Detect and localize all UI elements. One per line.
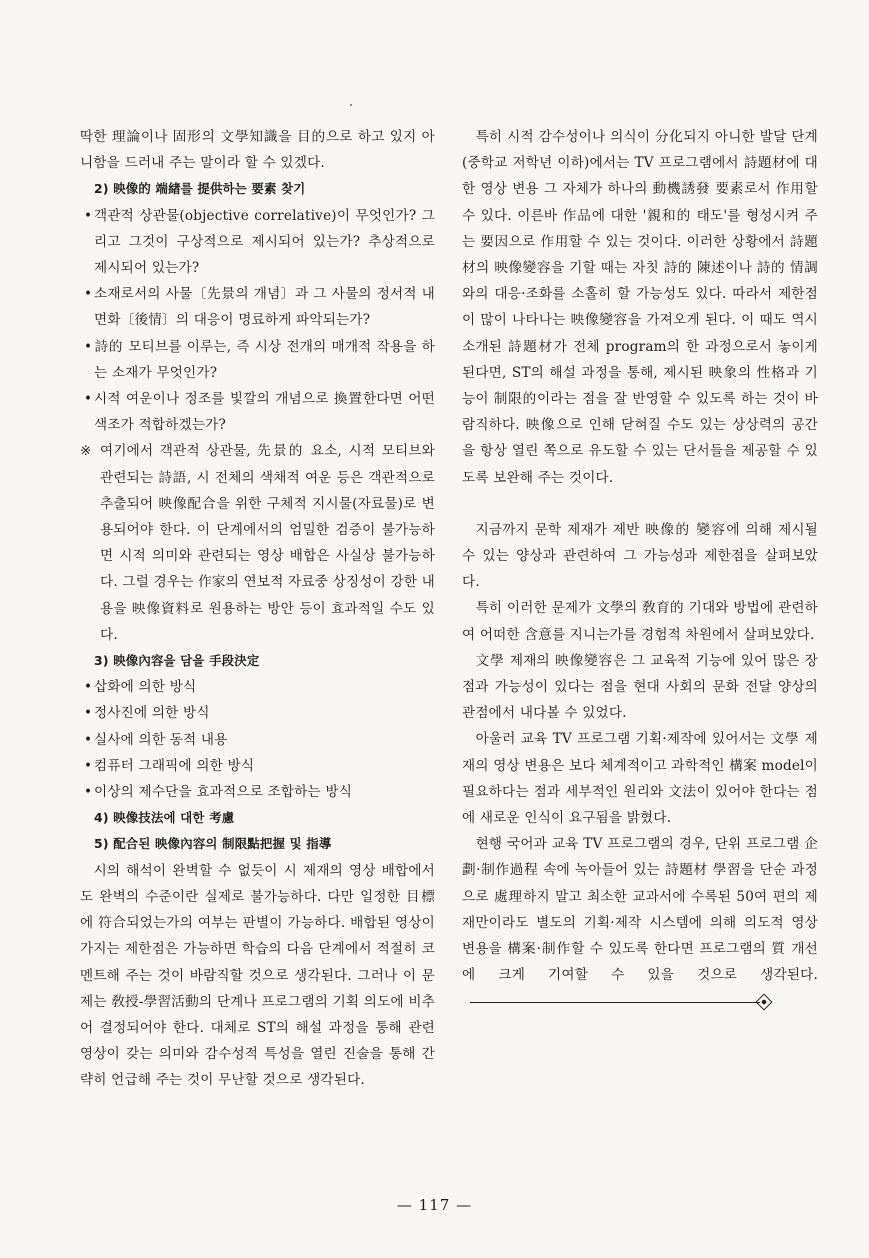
bullet-mark: • bbox=[84, 391, 93, 408]
method-item-5: • 이상의 제수단을 효과적으로 조합하는 방식 bbox=[80, 779, 435, 805]
bullet-mark: • bbox=[84, 731, 93, 748]
bullet-mark: • bbox=[84, 207, 93, 224]
method-item-1: • 삽화에 의한 방식 bbox=[80, 674, 435, 700]
bullet-mark: • bbox=[84, 286, 93, 303]
section-heading-4: 4) 映像技法에 대한 考慮 bbox=[94, 810, 235, 826]
section-heading-2: 2) 映像的 端緖를 提供하는 要素 찾기 bbox=[94, 181, 306, 197]
bullet-mark: • bbox=[84, 784, 93, 801]
bullet-item-4: • 시적 여운이나 정조를 빛깔의 개념으로 換置한다면 어떤 색조가 적합하겠는가? bbox=[80, 386, 435, 438]
note-block: ※ 여기에서 객관적 상관물, 先景的 요소, 시적 모티브와 관련되는 詩語, 시 전체의 색채적 여운 등은 객관적으로 추출되어 映像配合을 위한 구체적 지시물(자료물)로 변용되어야 한다. 이 단계에서의 엄밀한 검증이 불가능하면 시적 의미와 관련되는 영상 배합은 사실상 불가능하다. 그럴 경우는 作家의 연보적 자료중 상징성이 강한 내용을 映像資料로 원용하는 방안 등이 효과적일 수도 있다. bbox=[80, 438, 435, 648]
left-column bbox=[80, 124, 435, 1094]
method-item-3: • 실사에 의한 동적 내용 bbox=[80, 727, 435, 753]
page-number: — 117 — bbox=[396, 1196, 473, 1214]
end-rule bbox=[470, 1002, 760, 1003]
section-heading-3: 3) 映像內容을 담을 手段決定 bbox=[94, 653, 260, 669]
right-paragraph-6: 현행 국어과 교육 TV 프로그램의 경우, 단위 프로그램 企劃·制作過程 속에 녹아들어 있는 詩題材 學習을 단순 과정으로 處理하지 말고 최소한 교과서에 수록된 50여 편의 제재만이라도 별도의 기획·제작 시스템에 의해 의도적 영상 변용을 構案·制作할 수 있도록 한다면 프로그램의 質 개선에 크게 기여할 수 있을 것으로 생각된다. bbox=[462, 831, 818, 1014]
right-paragraph-1: 특히 시적 감수성이나 의식이 分化되지 아니한 발달 단계 (중학교 저학년 이하)에서는 TV 프로그램에서 詩題材에 대한 영상 변용 그 자체가 하나의 動機誘發 要素로서 作用할 수 있다. 이른바 作品에 대한 '親和的 태도'를 형성시켜 주는 要因으로 作用할 수 있는 것이다. 이러한 상황에서 詩題材의 映像變容을 기할 때는 자칫 詩的 陳述이나 詩的 情調와의 대응·조화를 소홀히 할 가능성도 있다. 따라서 제한점이 많이 나타나는 映像變容을 가져오게 된다. 이 때도 역시 소개된 詩題材가 전체 program의 한 과정으로서 놓이게 된다면, ST의 해설 과정을 통해, 제시된 映象의 性格과 기능이 制限的이라는 점을 잘 반영할 수 있도록 하는 것이 바람직하다. 映像으로 인해 닫혀질 수도 있는 상상력의 공간을 항상 열린 쪽으로 유도할 수 있는 단서들을 제공할 수 있도록 보완해 주는 것이다. bbox=[462, 129, 818, 486]
bullet-item-1: • 객관적 상관물(objective correlative)이 무엇인가? 그리고 그것이 구상적으로 제시되어 있는가? 추상적으로 제시되어 있는가? bbox=[80, 203, 435, 282]
end-diamond-icon bbox=[756, 994, 773, 1011]
bullet-item-3: • 詩的 모티브를 이루는, 즉 시상 전개의 매개적 작용을 하는 소재가 무엇인가? bbox=[80, 334, 435, 386]
bullet-mark: • bbox=[84, 338, 93, 355]
method-item-2: • 정사진에 의한 방식 bbox=[80, 700, 435, 726]
bullet-item-2: • 소재로서의 사물〔先景의 개념〕과 그 사물의 정서적 내면화〔後情〕의 대응이 명료하게 파악되는가? bbox=[80, 281, 435, 333]
right-paragraph-5: 아울러 교육 TV 프로그램 기획·제작에 있어서는 文學 제재의 영상 변용은 보다 체계적이고 과학적인 構案 model이 필요하다는 점과 세부적인 원리와 文法이 있어야 한다는 점에 새로운 인식이 요구됨을 밝혔다. bbox=[462, 731, 818, 827]
left-paragraph-2: 시의 해석이 완벽할 수 없듯이 시 제재의 영상 배합에서도 완벽의 수준이란 실제로 불가능하다. 다만 일정한 目標에 符合되었는가의 여부는 판별이 가능하다. 배합된 영상이 가지는 제한점은 가능하면 학습의 다음 단계에서 적절히 코멘트해 주는 것이 바람직할 것으로 생각된다. 그러나 이 문제는 敎授-學習活動의 단계나 프로그램의 기획 의도에 비추어 결정되어야 한다. 대체로 ST의 해설 과정을 통해 관련 영상이 갖는 의미와 감수성적 특성을 열린 진술을 통해 간략히 언급해 주는 것이 무난할 것으로 생각된다. bbox=[80, 862, 435, 1089]
method-item-4: • 컴퓨터 그래픽에 의한 방식 bbox=[80, 753, 435, 779]
left-paragraph-1: 딱한 理論이나 固形의 文學知識을 目的으로 하고 있지 아니함을 드러내 주는 말이라 할 수 있겠다. bbox=[80, 129, 435, 172]
right-paragraph-2: 지금까지 문학 제재가 제반 映像的 變容에 의해 제시될 수 있는 양상과 관련하여 그 가능성과 제한점을 살펴보았다. bbox=[462, 521, 818, 591]
section-heading-5: 5) 配合된 映像內容의 制限點把握 및 指導 bbox=[94, 836, 332, 852]
decorative-dot bbox=[350, 104, 352, 106]
bullet-mark: • bbox=[84, 705, 93, 722]
bullet-mark: • bbox=[84, 679, 93, 696]
right-paragraph-4: 文學 제재의 映像變容은 그 교육적 기능에 있어 많은 장점과 가능성이 있다는 점을 현대 사회의 문화 전달 양상의 관점에서 내다볼 수 있었다. bbox=[462, 652, 818, 722]
paragraph-gap bbox=[462, 491, 818, 517]
bullet-mark: • bbox=[84, 757, 93, 774]
right-paragraph-3: 특히 이러한 문제가 文學의 敎育的 기대와 방법에 관련하여 어떠한 含意를 지니는가를 경험적 차원에서 살펴보았다. bbox=[462, 600, 818, 643]
right-column bbox=[462, 124, 818, 1015]
note-mark: ※ bbox=[80, 443, 92, 460]
